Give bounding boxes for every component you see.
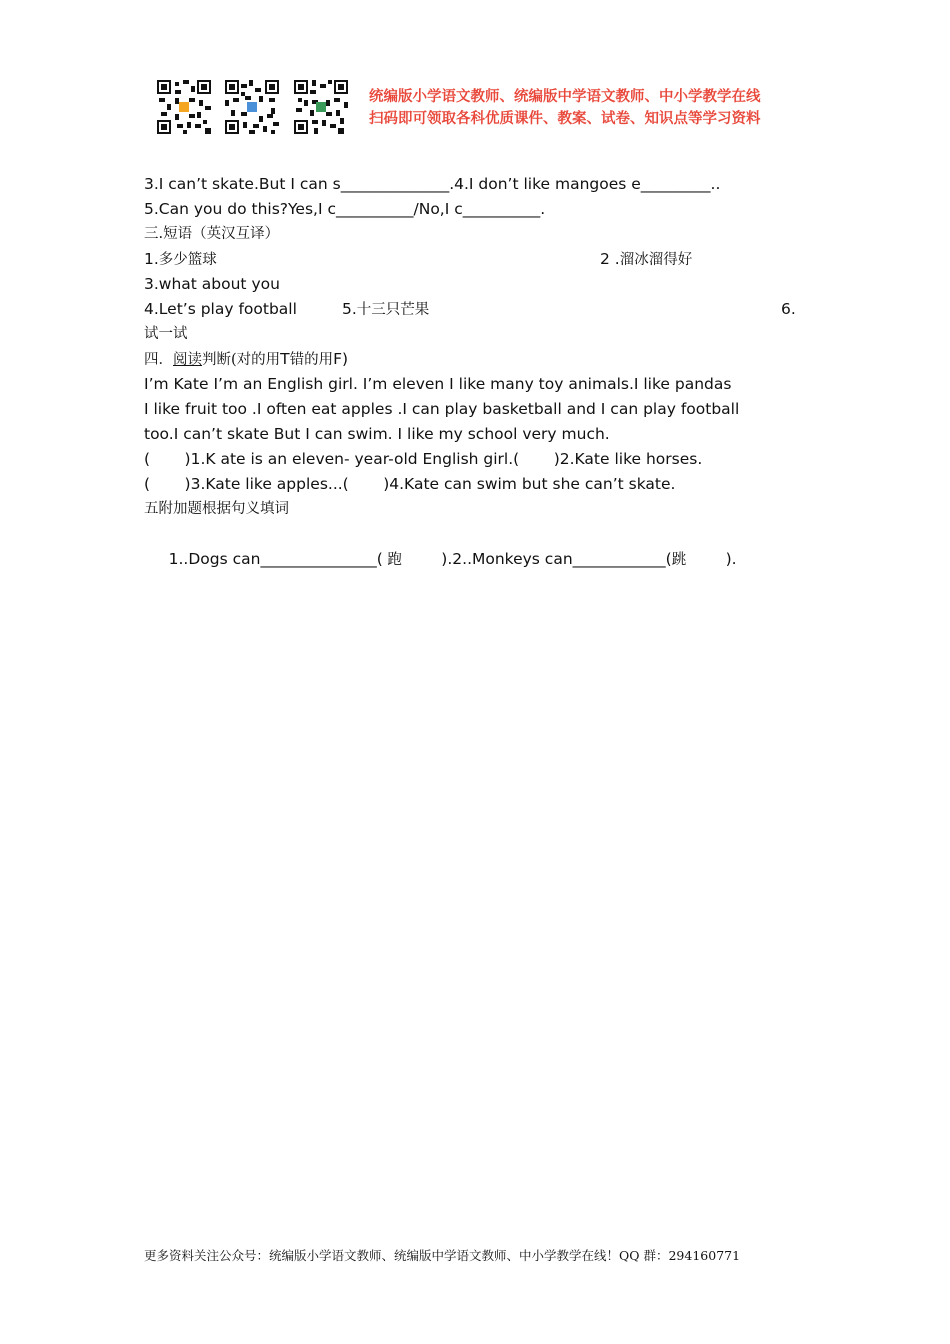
section-4-number: 四． <box>144 352 173 368</box>
answer-blank[interactable]: _______________ <box>260 550 377 568</box>
banner-line-1: 统编版小学语文教师、统编版中学语文教师、中小学教学在线 <box>369 89 761 105</box>
promo-banner <box>369 86 761 130</box>
phrase-5-number: 5. <box>342 300 357 318</box>
header <box>157 80 797 136</box>
phrase-6-text: 试一试 <box>144 326 188 342</box>
phrase-6-number: 6. <box>781 300 796 318</box>
section-4-instruction-b: 错的用 <box>289 352 334 368</box>
passage-line-3: too.I can’t skate But I can swim. I like my school very much. <box>144 425 610 443</box>
answer-blank[interactable]: __________ <box>336 200 414 218</box>
qr-code-icon <box>225 80 279 134</box>
section-3-title: 三.短语（英汉互译） <box>144 226 280 242</box>
phrase-1-text: 多少篮球 <box>158 252 217 268</box>
passage-line-2: I like fruit too .I often eat apples .I can play basketball and I can play football <box>144 400 740 418</box>
phrase-1-number: 1. <box>144 250 159 268</box>
qr-code-icon <box>294 80 348 134</box>
extra-question-2: ).2..Monkeys can <box>401 550 573 568</box>
answer-blank[interactable]: ____________ <box>572 550 666 568</box>
section-4-instruction: 判断(对的用 <box>202 352 281 368</box>
section-4-underlined: 阅读 <box>173 352 202 368</box>
qr-code-icon <box>157 80 211 134</box>
footer-note: 更多资料关注公众号：统编版小学语文教师、统编版中学语文教师、中小学教学在线！QQ 群：294160771 <box>144 1248 741 1263</box>
phrase-4-text: 4.Let’s play football <box>144 300 297 318</box>
fill-in-line-2 <box>144 197 804 222</box>
banner-line-2: 扫码即可领取各科优质课件、教案、试卷、知识点等学习资料 <box>369 111 761 127</box>
question-5-text-b: /No,I c <box>413 200 463 218</box>
section-4-title <box>144 347 804 372</box>
answer-blank[interactable]: _________ <box>640 175 711 193</box>
judge-line-2[interactable]: ( )3.Kate like apples...( )4.Kate can swim but she can’t skate. <box>144 475 676 493</box>
section-5-title: 五附加题根据句义填词 <box>144 501 289 517</box>
extra-fill-line <box>144 522 804 568</box>
paren-close: ). <box>686 550 737 568</box>
passage-line-1: I’m Kate I’m an English girl. I’m eleven I like many toy animals.I like pandas <box>144 375 732 393</box>
paren: ( <box>376 550 383 568</box>
qr-code-1[interactable] <box>157 80 211 134</box>
phrase-5-text: 十三只芒果 <box>356 302 430 318</box>
phrase-line-1 <box>144 247 804 272</box>
phrase-3: 3.what about you <box>144 275 280 293</box>
true-mark: T <box>280 350 290 368</box>
worksheet-body <box>144 172 804 568</box>
phrase-2-text: 溜冰溜得好 <box>619 252 693 268</box>
extra-question-1: 1..Dogs can <box>163 550 261 568</box>
phrase-2-number: 2 . <box>600 250 620 268</box>
false-mark: F) <box>333 350 349 368</box>
qr-code-3[interactable] <box>294 80 348 134</box>
question-3-text: 3.I can’t skate.But I can s <box>144 175 341 193</box>
qr-code-2[interactable] <box>225 80 279 134</box>
answer-blank[interactable]: ______________ <box>340 175 450 193</box>
hint-jump: 跳 <box>671 552 687 568</box>
punctuation: . <box>540 200 546 218</box>
phrase-line-4 <box>144 297 804 322</box>
question-4-text: .4.I don’t like mangoes e <box>449 175 641 193</box>
question-5-text: 5.Can you do this?Yes,I c <box>144 200 336 218</box>
hint-run: 跑 <box>382 552 402 568</box>
punctuation: .. <box>710 175 721 193</box>
paren: ( <box>665 550 672 568</box>
answer-blank[interactable]: __________ <box>462 200 541 218</box>
judge-line-1[interactable]: ( )1.K ate is an eleven- year-old English girl.( )2.Kate like horses. <box>144 450 703 468</box>
fill-in-line-1 <box>144 172 804 197</box>
